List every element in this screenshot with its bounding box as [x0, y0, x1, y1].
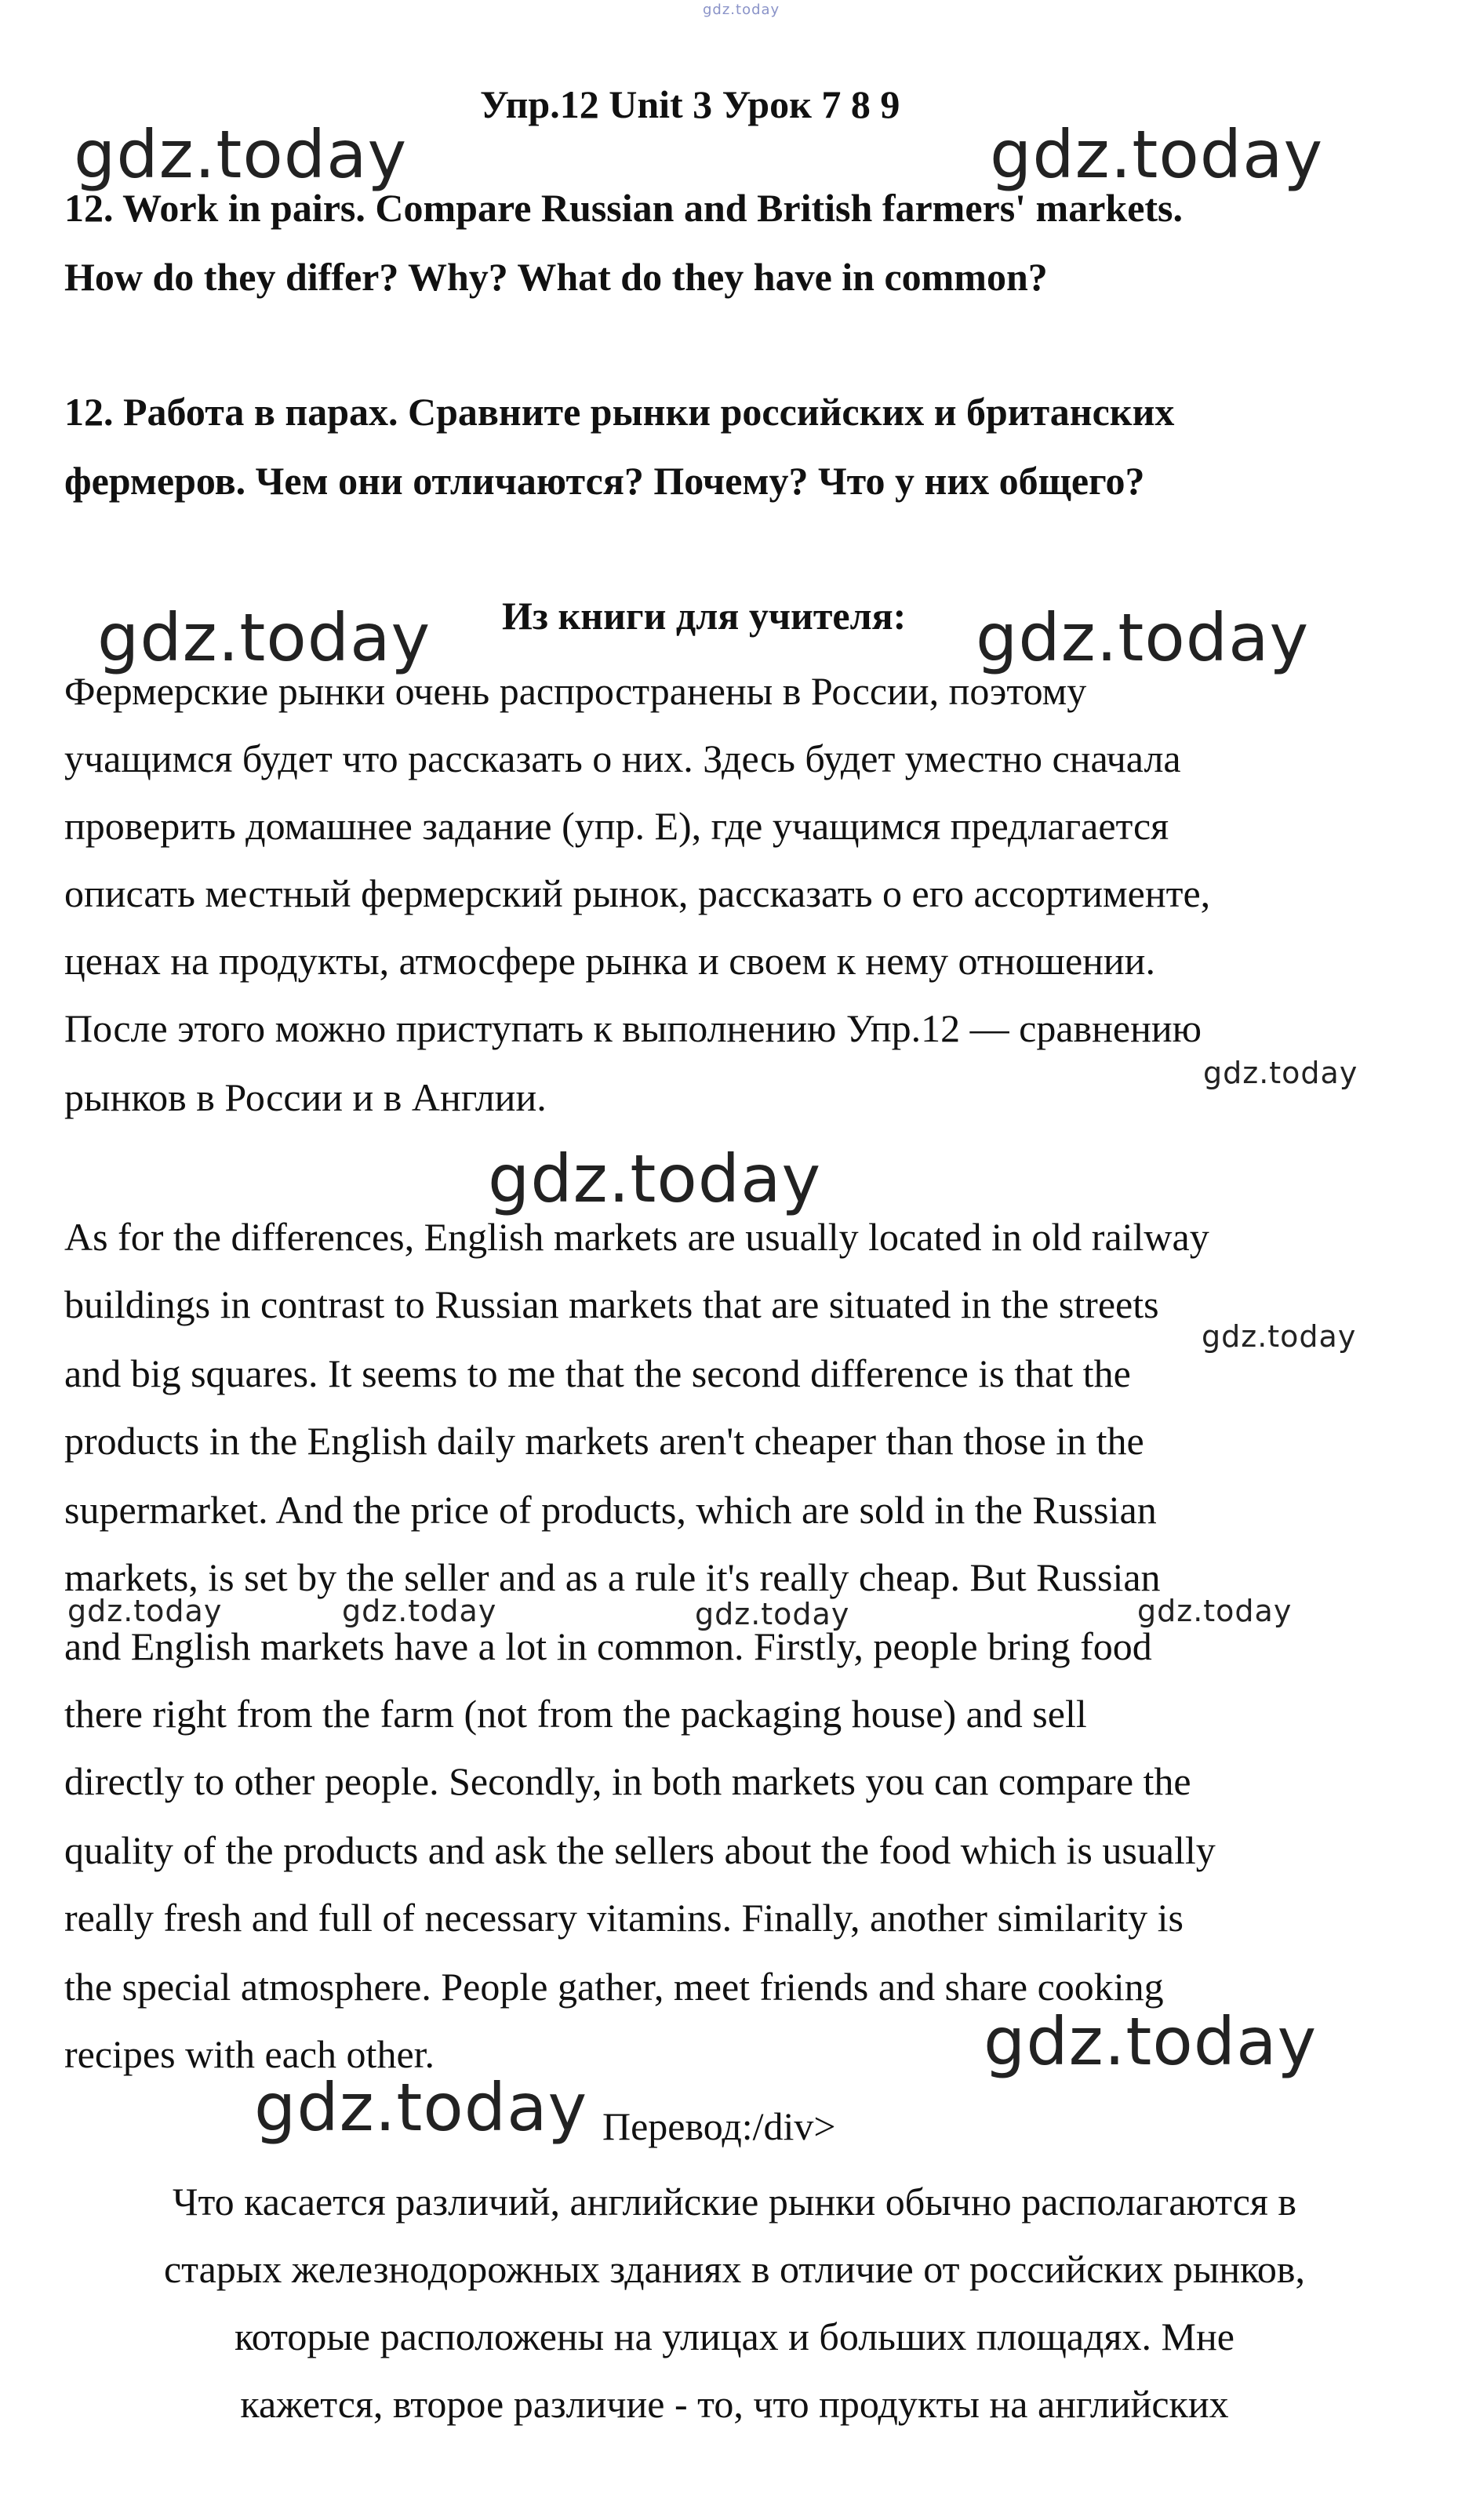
teacher-book-line: рынков в России и в Англии.	[64, 1075, 547, 1119]
answer-line: markets, is set by the seller and as a rule it's really cheap. But Russian	[64, 1555, 1161, 1599]
answer-line: quality of the products and ask the sellers about the food which is usually	[64, 1828, 1216, 1872]
watermark: gdz.today	[984, 2003, 1318, 2080]
answer-line: buildings in contrast to Russian markets that are situated in the streets	[64, 1282, 1159, 1326]
translation-line: Что касается различий, английские рынки обычно располагаются в	[172, 2180, 1296, 2224]
answer-line: and big squares. It seems to me that the second difference is that the	[64, 1351, 1131, 1395]
task-russian-line: 12. Работа в парах. Сравните рынки российских и британских	[64, 390, 1175, 434]
teacher-book-line: ценах на продукты, атмосфере рынка и своем к нему отношении.	[64, 939, 1155, 983]
answer-line: and English markets have a lot in common. Firstly, people bring food	[64, 1624, 1152, 1668]
watermark: gdz.today	[1203, 1056, 1358, 1090]
watermark: gdz.today	[990, 116, 1324, 193]
watermark: gdz.today	[695, 1597, 850, 1631]
translation-line: старых железнодорожных зданиях в отличие от российских рынков,	[163, 2247, 1306, 2291]
answer-line: supermarket. And the price of products, which are sold in the Russian	[64, 1488, 1157, 1532]
teacher-book-line: Фермерские рынки очень распространены в России, поэтому	[64, 669, 1087, 713]
task-english-line: 12. Work in pairs. Compare Russian and British farmers' markets.	[64, 186, 1184, 230]
answer-line: As for the differences, English markets are usually located in old railway	[64, 1215, 1209, 1259]
teacher-book-line: учащимся будет что рассказать о них. Здесь будет уместно сначала	[64, 736, 1181, 780]
teacher-book-line: проверить домашнее задание (упр. Е), где учащимся предлагается	[64, 804, 1169, 848]
translation-line: которые расположены на улицах и больших площадях. Мне	[235, 2315, 1234, 2358]
page-title: Упр.12 Unit 3 Урок 7 8 9	[480, 82, 900, 126]
translation-line: кажется, второе различие - то, что продукты на английских	[240, 2382, 1229, 2426]
watermark: gdz.today	[67, 1594, 223, 1628]
teacher-book-line: После этого можно приступать к выполнению Упр.12 — сравнению	[64, 1006, 1202, 1050]
task-english-line: How do they differ? Why? What do they have in common?	[64, 255, 1048, 299]
answer-line: products in the English daily markets aren't cheaper than those in the	[64, 1419, 1144, 1463]
watermark: gdz.today	[1202, 1319, 1357, 1354]
watermark: gdz.today	[97, 599, 431, 676]
answer-line: the special atmosphere. People gather, meet friends and share cooking	[64, 1965, 1164, 2009]
answer-line: there right from the farm (not from the packaging house) and sell	[64, 1692, 1087, 1736]
watermark: gdz.today	[1137, 1594, 1293, 1628]
watermark: gdz.today	[976, 599, 1310, 676]
watermark: gdz.today	[74, 116, 408, 193]
answer-line: directly to other people. Secondly, in both markets you can compare the	[64, 1759, 1191, 1803]
task-russian-line: фермеров. Чем они отличаются? Почему? Что у них общего?	[64, 459, 1145, 503]
answer-line: recipes with each other.	[64, 2032, 435, 2076]
translation-label: Перевод:/div>	[602, 2104, 836, 2148]
answer-line: really fresh and full of necessary vitamins. Finally, another similarity is	[64, 1896, 1184, 1940]
teacher-book-line: описать местный фермерский рынок, рассказать о его ассортименте,	[64, 871, 1211, 915]
site-tag: gdz.today	[703, 2, 780, 18]
watermark: gdz.today	[488, 1140, 822, 1217]
watermark: gdz.today	[254, 2069, 588, 2146]
teacher-book-heading: Из книги для учителя:	[502, 594, 907, 638]
watermark: gdz.today	[342, 1594, 497, 1628]
